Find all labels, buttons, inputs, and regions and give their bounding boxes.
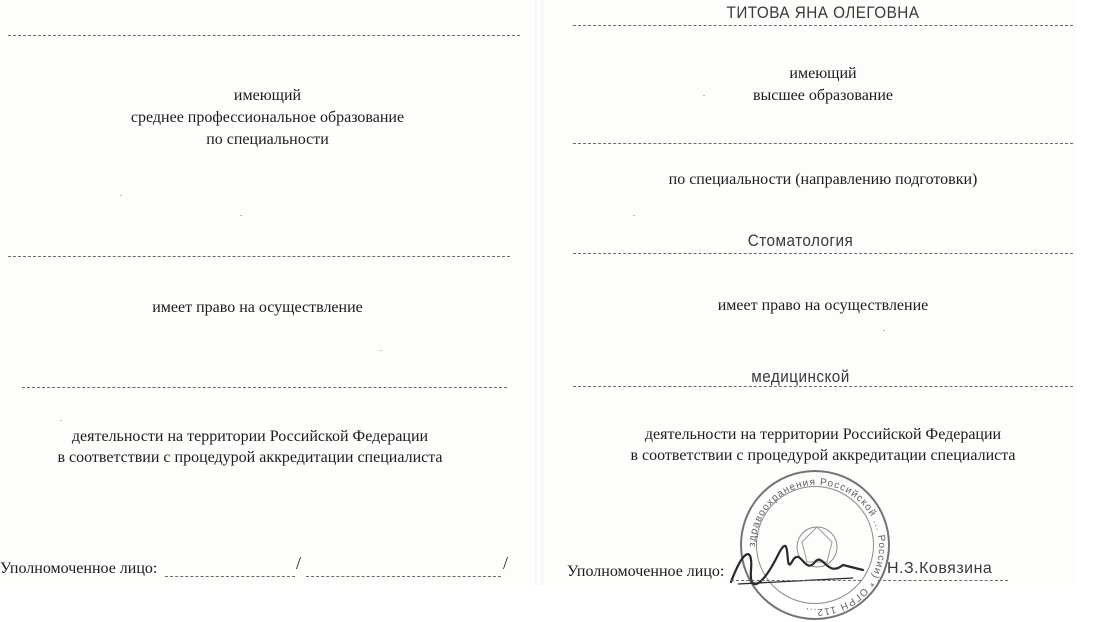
activity-line2: в соответствии с процедурой аккредитации специалиста (630, 447, 1016, 464)
specialty-line (573, 253, 1073, 254)
authorized-person-label: Уполномоченное лицо: (567, 563, 725, 580)
name-print-line (878, 580, 1008, 581)
paper-speck (120, 195, 122, 196)
specialty-line (8, 256, 510, 257)
education-having: имеющий (233, 87, 302, 104)
name-line (8, 35, 520, 36)
right-page (543, 0, 1075, 618)
signatory-name: Н.З.Ковязина (887, 560, 993, 577)
paper-speck (240, 215, 242, 216)
activity-line (22, 387, 507, 388)
education-level: среднее профессиональное образование (130, 109, 405, 126)
signature-line (165, 576, 295, 577)
paper-speck (60, 420, 62, 421)
activity-line2: в соответствии с процедурой аккредитации специалиста (57, 449, 443, 466)
page-gutter (535, 0, 543, 585)
specialty-value: Стоматология (747, 231, 854, 250)
activity-line (573, 386, 1073, 387)
full-name: ТИТОВА ЯНА ОЛЕГОВНА (726, 3, 920, 22)
right-to-perform: имеет право на осуществление (152, 299, 363, 316)
paper-speck (703, 95, 705, 96)
activity-line1: деятельности на территории Российской Федерации (71, 428, 429, 445)
specialty-prefix: по специальности (направлению подготовки) (668, 171, 978, 188)
specialty-prefix: по специальности (206, 131, 329, 148)
authorized-person-label: Уполномоченное лицо: (0, 560, 158, 577)
education-having: имеющий (789, 65, 857, 82)
name-print-line (306, 576, 501, 577)
paper-speck (883, 330, 885, 331)
signature-line (731, 580, 861, 581)
paper-speck (380, 350, 382, 351)
handwritten-signature (723, 540, 873, 590)
activity-type: медицинской (751, 367, 850, 386)
education-line (573, 143, 1073, 144)
right-to-perform: имеет право на осуществление (717, 297, 929, 314)
stamp-ring-text: здравоохранения Российской ... России) * ОГРН 112... (746, 476, 888, 618)
separator-slash: / (296, 553, 302, 573)
paper-speck (633, 215, 635, 216)
separator-slash-end: / (503, 553, 509, 573)
education-level: высшее образование (752, 87, 894, 104)
activity-line1: деятельности на территории Российской Федерации (644, 426, 1002, 443)
left-page (0, 0, 535, 585)
name-line (573, 25, 1073, 26)
